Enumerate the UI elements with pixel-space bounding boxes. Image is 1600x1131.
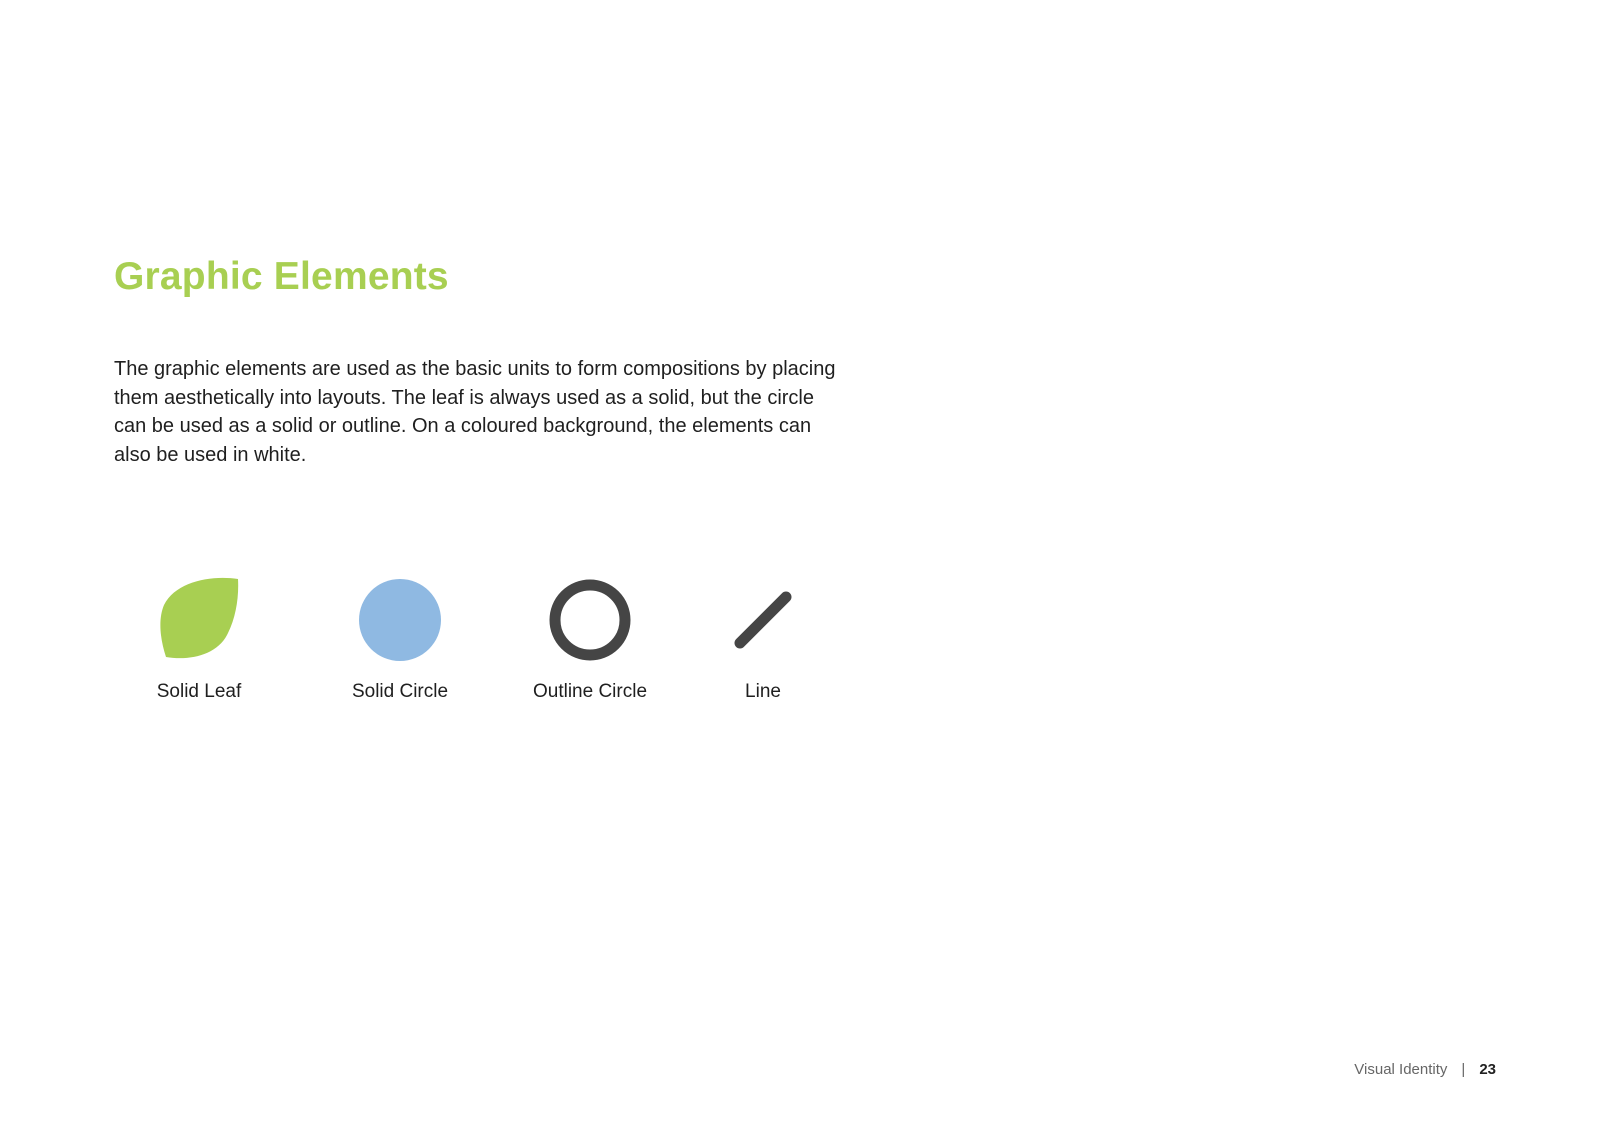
leaf-icon	[154, 575, 244, 665]
element-label: Line	[745, 681, 781, 702]
footer-section: Visual Identity	[1354, 1061, 1448, 1078]
element-line	[663, 575, 863, 703]
element-solid-leaf	[99, 575, 299, 703]
element-label: Outline Circle	[532, 681, 648, 702]
intro-paragraph: The graphic elements are used as the basic units to form compositions by placing them aesthetically into layouts. The leaf is always used as a solid, but the circle can be used as a solid or outline. On a coloured background, the elements can also be used in white.	[114, 358, 836, 466]
page-number: 23	[1479, 1061, 1496, 1078]
solid-circle-icon	[355, 575, 445, 665]
page-title: Graphic Elements	[114, 255, 449, 298]
footer-separator: |	[1461, 1061, 1466, 1078]
element-outline-circle	[490, 575, 690, 703]
page-footer	[1354, 1061, 1496, 1078]
line-icon	[718, 575, 808, 665]
element-label: Solid Circle	[351, 681, 449, 702]
outline-circle-icon	[545, 575, 635, 665]
element-solid-circle	[300, 575, 500, 703]
element-label: Solid Leaf	[156, 681, 242, 702]
